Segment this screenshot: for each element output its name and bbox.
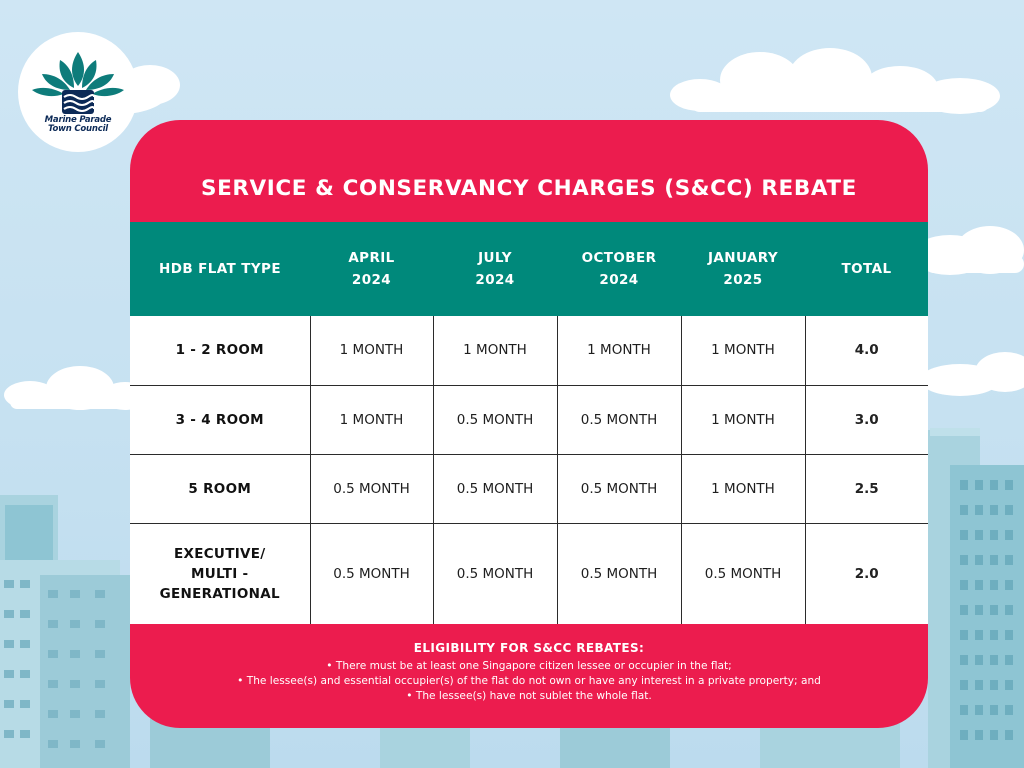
table-row	[130, 454, 928, 523]
table-cell: 0.5 MONTH	[310, 454, 433, 523]
header-total: TOTAL	[805, 222, 928, 316]
logo	[18, 32, 138, 152]
table-cell: 1 MONTH	[310, 316, 433, 385]
table-cell: 1 MONTH	[433, 316, 557, 385]
table-cell: 0.5 MONTH	[557, 385, 681, 454]
logo-text	[18, 116, 138, 134]
table-cell: 1 MONTH	[681, 385, 805, 454]
table-row	[130, 523, 928, 624]
table-row	[130, 385, 928, 454]
total-cell: 4.0	[805, 316, 928, 385]
flat-type-cell: EXECUTIVE/ MULTI - GENERATIONAL	[130, 523, 310, 624]
total-cell: 3.0	[805, 385, 928, 454]
table-cell: 0.5 MONTH	[557, 454, 681, 523]
table-cell: 0.5 MONTH	[557, 523, 681, 624]
flat-type-cell: 1 - 2 ROOM	[130, 316, 310, 385]
total-cell: 2.0	[805, 523, 928, 624]
table-cell: 1 MONTH	[681, 454, 805, 523]
header-april-2024: APRIL 2024	[310, 222, 433, 316]
table-header-row	[130, 222, 928, 316]
rebate-card	[130, 120, 928, 728]
table-cell: 1 MONTH	[310, 385, 433, 454]
table-row	[130, 316, 928, 385]
table-cell: 0.5 MONTH	[433, 523, 557, 624]
eligibility-item: • The lessee(s) have not sublet the whole flat.	[406, 690, 652, 702]
flat-type-cell: 3 - 4 ROOM	[130, 385, 310, 454]
eligibility-list	[130, 659, 928, 704]
rebate-table	[130, 222, 928, 624]
flat-type-cell: 5 ROOM	[130, 454, 310, 523]
header-flat-type: HDB FLAT TYPE	[130, 222, 310, 316]
table-cell: 0.5 MONTH	[433, 385, 557, 454]
eligibility-item: • There must be at least one Singapore citizen lessee or occupier in the flat;	[326, 660, 732, 672]
header-july-2024: JULY 2024	[433, 222, 557, 316]
left-buildings	[0, 495, 130, 768]
logo-org-line1: Marine Parade	[44, 115, 112, 125]
table-cell: 0.5 MONTH	[433, 454, 557, 523]
logo-org-line2: Town Council	[47, 124, 109, 134]
table-cell: 1 MONTH	[557, 316, 681, 385]
eligibility-section	[130, 627, 928, 728]
eligibility-title: ELIGIBILITY FOR S&CC REBATES:	[413, 641, 645, 655]
total-cell: 2.5	[805, 454, 928, 523]
eligibility-item: • The lessee(s) and essential occupier(s) of the flat do not own or have any interest in a private property; and	[237, 675, 821, 687]
table-cell: 0.5 MONTH	[681, 523, 805, 624]
table-cell: 0.5 MONTH	[310, 523, 433, 624]
lotus-waves-logo-icon	[30, 50, 126, 116]
table-cell: 1 MONTH	[681, 316, 805, 385]
page-title: SERVICE & CONSERVANCY CHARGES (S&CC) REBATE	[201, 175, 857, 201]
header-january-2025: JANUARY 2025	[681, 222, 805, 316]
right-buildings	[928, 428, 1024, 768]
header-october-2024: OCTOBER 2024	[557, 222, 681, 316]
